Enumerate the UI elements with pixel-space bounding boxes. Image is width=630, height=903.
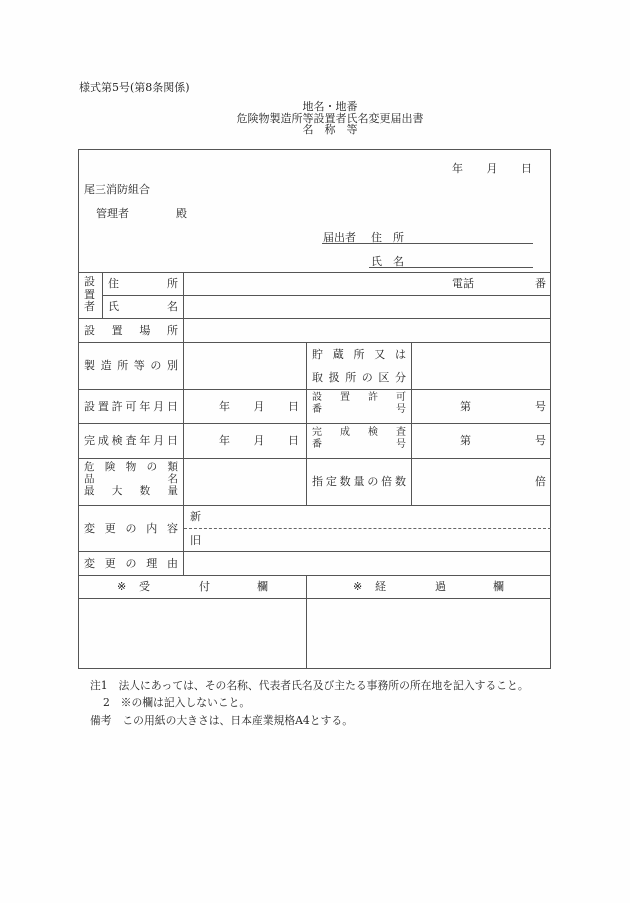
inspection-date-value[interactable]: 年 月 日 xyxy=(219,434,299,447)
inspection-number-suffix: 号 xyxy=(535,434,546,447)
divider xyxy=(78,272,551,273)
divider xyxy=(78,575,551,576)
divider xyxy=(102,272,103,318)
remark: 備考 この用紙の大きさは、日本産業規格A4とする。 xyxy=(90,714,353,727)
permit-number-label-2: 番 号 xyxy=(312,404,406,415)
date-year-label: 年 xyxy=(452,162,463,175)
divider xyxy=(78,458,551,459)
permit-number-label-1: 設 置 許 可 xyxy=(312,392,406,403)
note-2: 2 ※の欄は記入しないこと。 xyxy=(103,696,251,709)
applicant-label: 届出者 xyxy=(323,231,356,244)
recipient-honorific: 殿 xyxy=(176,207,187,220)
applicant-address-line[interactable] xyxy=(322,243,533,244)
change-old-label: 旧 xyxy=(190,534,201,547)
title-line-1: 地名・地番 xyxy=(302,100,358,113)
storage-class-label-2: 取 扱 所 の 区 分 xyxy=(312,371,406,384)
hazmat-label-1: 危 険 物 の 類 xyxy=(84,461,178,473)
hazmat-label-3: 最 大 数 量 xyxy=(84,485,178,497)
inspection-number-label-2: 番 号 xyxy=(312,439,406,450)
submission-date xyxy=(452,163,532,174)
storage-class-label-1: 貯 蔵 所 又 は xyxy=(312,348,406,361)
divider xyxy=(78,505,551,506)
divider xyxy=(78,342,551,343)
title-line-3: 名 称 等 xyxy=(302,123,358,137)
inspection-number-label-1: 完 成 検 査 xyxy=(312,427,406,438)
form-number: 様式第5号(第8条関係) xyxy=(79,81,190,94)
recipient-title: 管理者 xyxy=(96,207,129,220)
note-1: 注1 法人にあっては、その名称、代表者氏名及び主たる事務所の所在地を記入すること。 xyxy=(90,679,529,692)
divider xyxy=(411,342,412,505)
change-reason-label: 変 更 の 理 由 xyxy=(84,557,178,570)
divider xyxy=(78,389,551,390)
multiple-label: 指 定 数 量 の 倍 数 xyxy=(312,475,406,488)
divider xyxy=(78,318,551,319)
multiple-unit: 倍 xyxy=(535,475,546,488)
inspection-date-label: 完 成 検 査 年 月 日 xyxy=(84,434,178,447)
title-line-2: 危険物製造所等設置者氏名変更届出書 xyxy=(236,111,424,125)
change-content-label: 変 更 の 内 容 xyxy=(84,522,178,535)
divider xyxy=(306,342,307,505)
applicant-address-label: 住 所 xyxy=(371,231,404,244)
permit-number-prefix: 第 xyxy=(460,400,471,413)
divider xyxy=(102,295,551,296)
phone-label: 電話 xyxy=(452,277,474,290)
applicant-name-label: 氏 名 xyxy=(371,255,404,268)
permit-date-value[interactable]: 年 月 日 xyxy=(219,400,299,413)
inspection-number-prefix: 第 xyxy=(460,434,471,447)
dashed-divider xyxy=(184,528,551,529)
permit-date-label: 設 置 許 可 年 月 日 xyxy=(84,400,178,413)
facility-type-label: 製 造 所 等 の 別 xyxy=(84,359,178,372)
divider xyxy=(78,598,551,599)
divider xyxy=(183,272,184,575)
phone-suffix: 番 xyxy=(535,277,546,290)
divider xyxy=(78,551,551,552)
location-label: 設 置 場 所 xyxy=(84,324,178,337)
installer-name-label: 氏 名 xyxy=(108,300,178,313)
installer-group-label: 設 置 者 xyxy=(84,275,95,313)
applicant-name-line[interactable] xyxy=(369,267,533,268)
date-day-label: 日 xyxy=(521,162,532,175)
divider xyxy=(78,423,551,424)
recipient-org: 尾三消防組合 xyxy=(84,183,150,196)
installer-address-label: 住 所 xyxy=(108,277,178,290)
permit-number-suffix: 号 xyxy=(535,400,546,413)
form-title xyxy=(200,101,460,136)
hazmat-label-2: 品 名 xyxy=(84,473,178,485)
date-month-label: 月 xyxy=(486,162,498,175)
divider xyxy=(306,575,307,669)
change-new-label: 新 xyxy=(190,510,201,523)
